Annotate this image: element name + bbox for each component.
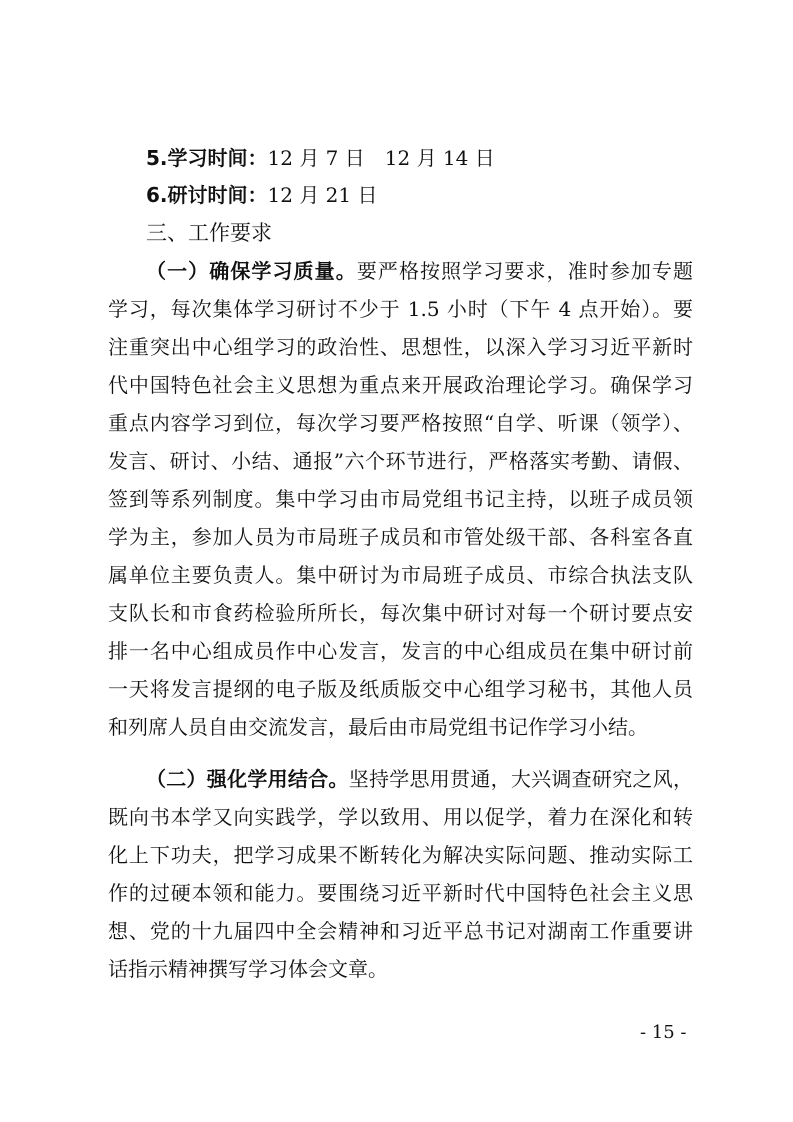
paragraph1-line: 属单位主要负责人。集中研讨为市局班子成员、市综合执法支队 bbox=[108, 563, 693, 587]
paragraph1-line: 支队长和市食药检验所所长，每次集中研讨对每一个研讨要点安 bbox=[108, 601, 693, 625]
paragraph1-line: 学为主，参加人员为市局班子成员和市管处级干部、各科室各直 bbox=[108, 525, 693, 549]
paragraph1-line: 一天将发言提纲的电子版及纸质版交中心组学习秘书，其他人员 bbox=[108, 677, 693, 701]
paragraph2-line: 想、党的十九届四中全会精神和习近平总书记对湖南工作重要讲 bbox=[108, 919, 693, 943]
paragraph1-line bbox=[146, 252, 693, 290]
paragraph1-line: 注重突出中心组学习的政治性、思想性，以深入学习习近平新时 bbox=[108, 335, 693, 359]
paragraph1-line: 重点内容学习到位，每次学习要严格按照“自学、听课（领学）、 bbox=[108, 411, 693, 435]
paragraph1-line: 签到等系列制度。集中学习由市局党组书记主持，以班子成员领 bbox=[108, 487, 693, 511]
paragraph1-text: 要严格按照学习要求，准时参加专题 bbox=[356, 259, 694, 283]
paragraph2-text: 坚持学思用贯通，大兴调查研究之风， bbox=[348, 767, 694, 791]
paragraph2-line: 作的过硬本领和能力。要围绕习近平新时代中国特色社会主义思 bbox=[108, 881, 693, 905]
paragraph2-line: 话指示精神撰写学习体会文章。 bbox=[108, 957, 388, 981]
paragraph1-line: 学习，每次集体学习研讨不少于 1.5 小时（下午 4 点开始）。要 bbox=[108, 297, 693, 321]
section-heading: 三、工作要求 bbox=[146, 221, 272, 245]
discussion-time-value: 12 月 21 日 bbox=[267, 183, 378, 207]
study-time-line bbox=[146, 139, 646, 177]
paragraph2-line: 化上下功夫，把学习成果不断转化为解决实际问题、推动实际工 bbox=[108, 843, 693, 867]
study-time-label: 5.学习时间： bbox=[146, 146, 268, 170]
paragraph2-lead: （二）强化学用结合。 bbox=[146, 767, 349, 791]
discussion-time-label: 6.研讨时间： bbox=[146, 183, 268, 207]
paragraph2-line: 既向书本学又向实践学，学以致用、用以促学，着力在深化和转 bbox=[108, 805, 693, 829]
page-number: - 15 - bbox=[640, 1022, 687, 1043]
paragraph1-line: 排一名中心组成员作中心发言，发言的中心组成员在集中研讨前 bbox=[108, 639, 693, 663]
paragraph1-line: 发言、研讨、小结、通报”六个环节进行，严格落实考勤、请假、 bbox=[108, 449, 693, 473]
discussion-time-line bbox=[146, 176, 646, 214]
study-time-value: 12 月 7 日 12 月 14 日 bbox=[267, 146, 495, 170]
paragraph2-line bbox=[146, 760, 693, 798]
paragraph1-line: 和列席人员自由交流发言，最后由市局党组书记作学习小结。 bbox=[108, 715, 648, 739]
paragraph1-line: 代中国特色社会主义思想为重点来开展政治理论学习。确保学习 bbox=[108, 373, 693, 397]
paragraph1-lead: （一）确保学习质量。 bbox=[146, 259, 357, 283]
